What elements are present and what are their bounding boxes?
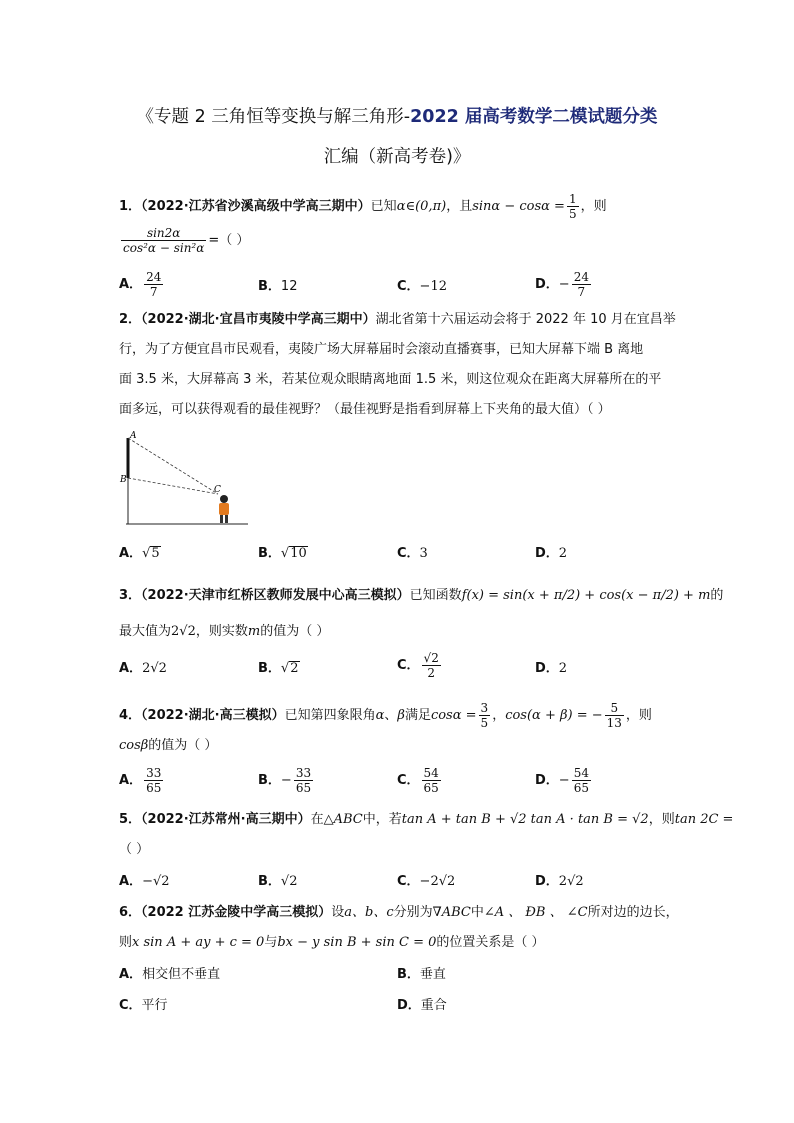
option-frac bbox=[144, 270, 163, 299]
q2-line2: 行，为了方便宜昌市民观看，夷陵广场大屏幕届时会滚动直播赛事，已知大屏幕下端 B 离地 bbox=[119, 342, 644, 357]
question-1-line1 bbox=[119, 192, 607, 221]
q1-option-c[interactable] bbox=[397, 278, 447, 296]
q5-target: tan 2C = bbox=[674, 812, 734, 827]
option-value: 相交但不垂直 bbox=[142, 967, 221, 982]
question-2-line1 bbox=[119, 311, 676, 329]
q1-option-a[interactable] bbox=[119, 270, 165, 299]
q5-line2: （ ） bbox=[119, 842, 150, 857]
option-label: A． bbox=[119, 967, 143, 982]
frac-num: 24 bbox=[146, 270, 162, 284]
option-frac bbox=[572, 270, 591, 299]
question-2-line4 bbox=[119, 401, 611, 419]
option-label: A． bbox=[119, 277, 143, 292]
frac-den: 65 bbox=[423, 781, 439, 795]
option-sqrt: √5 bbox=[142, 546, 160, 561]
option-label: C． bbox=[397, 279, 420, 294]
option-frac bbox=[572, 766, 591, 795]
q6-text-c: 中 bbox=[470, 905, 484, 920]
q3-line2-a: 最大值为 bbox=[119, 624, 172, 639]
q6-text-a: 设 bbox=[331, 905, 345, 920]
q2-option-c[interactable] bbox=[397, 545, 428, 563]
q4-cos-ab: cos(α + β) = − bbox=[505, 708, 603, 723]
option-value: 3 bbox=[419, 546, 428, 561]
q5-number: 5． bbox=[119, 812, 142, 827]
option-prefix: − bbox=[558, 773, 570, 788]
q1-expression bbox=[121, 226, 206, 255]
q3-text-b: 的 bbox=[710, 588, 724, 603]
option-label: B． bbox=[258, 279, 281, 294]
q4-sep: 、 bbox=[384, 708, 398, 723]
q4-cos-a: cosα = bbox=[430, 708, 477, 723]
q4-text-c: ， bbox=[492, 708, 506, 723]
title-prefix: 《专题 2 三角恒等变换与解三角形- bbox=[136, 107, 411, 127]
option-frac bbox=[144, 766, 163, 795]
question-1-line2 bbox=[119, 226, 249, 255]
q3-number: 3． bbox=[119, 588, 142, 603]
option-label: D． bbox=[535, 277, 559, 292]
question-5-line1 bbox=[119, 811, 733, 829]
q4-alpha: α bbox=[375, 708, 385, 723]
question-2-line3 bbox=[119, 371, 661, 389]
sqrt-value: 10 bbox=[290, 546, 307, 561]
option-value: −12 bbox=[419, 279, 447, 294]
frac-den: 2 bbox=[427, 666, 435, 680]
q1-option-d[interactable] bbox=[535, 270, 593, 299]
q1-text-c: ，则 bbox=[580, 199, 607, 214]
option-label: B． bbox=[258, 546, 281, 561]
option-label: D． bbox=[397, 998, 421, 1013]
q2-line3: 面 3.5 米，大屏幕高 3 米，若某位观众眼睛离地面 1.5 米，则这位观众在距离大屏幕所在的平 bbox=[119, 372, 662, 387]
q4-text-b: 满足 bbox=[404, 708, 431, 723]
q1-frac-num: 1 bbox=[568, 192, 577, 206]
frac-den: 65 bbox=[146, 781, 162, 795]
option-value: √2 bbox=[280, 874, 298, 889]
q3-option-b[interactable] bbox=[258, 660, 300, 678]
option-label: C． bbox=[119, 998, 142, 1013]
q5-text-a: 在 bbox=[310, 812, 324, 827]
q5-triangle: △ABC bbox=[323, 812, 363, 827]
option-label: A． bbox=[119, 874, 143, 889]
label-c: C bbox=[214, 485, 221, 495]
q1-frac bbox=[567, 192, 579, 221]
question-4-line1 bbox=[119, 701, 652, 730]
q5-option-a[interactable] bbox=[119, 873, 170, 891]
q6-source: （2022 江苏金陵中学高三模拟） bbox=[141, 905, 332, 920]
page-title-line2 bbox=[60, 146, 734, 168]
option-label: D． bbox=[535, 546, 559, 561]
q4-source: （2022·湖北·高三模拟） bbox=[141, 708, 285, 723]
q1-expr-den: cos²α − sin²α bbox=[123, 241, 205, 255]
option-label: A． bbox=[119, 773, 143, 788]
q4-line2-text: 的值为（ ） bbox=[148, 738, 218, 753]
frac-den: 7 bbox=[577, 285, 586, 299]
q5-option-b[interactable] bbox=[258, 873, 297, 891]
q4-text-d: ，则 bbox=[625, 708, 652, 723]
page-title-line1 bbox=[60, 106, 734, 128]
option-label: C． bbox=[397, 773, 420, 788]
option-label: D． bbox=[535, 661, 559, 676]
option-value: 2 bbox=[558, 661, 568, 676]
option-label: C． bbox=[397, 874, 420, 889]
option-value: 垂直 bbox=[419, 967, 446, 982]
sqrt-value: 5 bbox=[151, 546, 160, 561]
q5-equation: tan A + tan B + √2 tan A · tan B = √2 bbox=[401, 812, 649, 827]
q2-option-b[interactable] bbox=[258, 545, 308, 563]
option-prefix: − bbox=[558, 277, 570, 292]
q4-option-b[interactable] bbox=[258, 766, 315, 795]
question-6-line2 bbox=[119, 934, 545, 952]
q6-line2-b: 与 bbox=[264, 935, 278, 950]
q6-text-d: 所对边的边长， bbox=[587, 905, 679, 920]
option-value: 平行 bbox=[141, 998, 168, 1013]
question-2-line2 bbox=[119, 341, 643, 359]
q6-angles: ∠A 、 ÐB 、 ∠C bbox=[483, 905, 588, 920]
q6-eq2: bx − y sin B + sin C = 0 bbox=[277, 935, 437, 950]
option-label: C． bbox=[397, 658, 420, 673]
option-value: −2√2 bbox=[419, 874, 456, 889]
q6-option-d[interactable] bbox=[397, 997, 447, 1015]
question-3-line1 bbox=[119, 587, 723, 605]
q5-option-c[interactable] bbox=[397, 873, 455, 891]
q5-source: （2022·江苏常州·高三期中） bbox=[141, 812, 311, 827]
q6-option-a[interactable] bbox=[119, 966, 220, 984]
q5-text-b: 中，若 bbox=[362, 812, 402, 827]
option-value: 2√2 bbox=[558, 874, 584, 889]
frac-den: 7 bbox=[149, 285, 158, 299]
option-label: D． bbox=[535, 773, 559, 788]
question-6-line1 bbox=[119, 904, 679, 922]
frac-num: 54 bbox=[573, 766, 589, 780]
option-label: A． bbox=[119, 546, 143, 561]
option-value: 重合 bbox=[420, 998, 447, 1013]
question-4-line2 bbox=[119, 737, 217, 755]
q3-source: （2022·天津市红桥区教师发展中心高三模拟） bbox=[141, 588, 410, 603]
option-sqrt: √10 bbox=[280, 546, 307, 561]
frac-num: 3 bbox=[480, 701, 489, 715]
q4-option-d[interactable] bbox=[535, 766, 593, 795]
q4-option-c[interactable] bbox=[397, 766, 443, 795]
frac-num: √2 bbox=[423, 651, 439, 665]
q4-option-a[interactable] bbox=[119, 766, 165, 795]
q2-figure bbox=[118, 428, 250, 530]
q4-frac-a bbox=[479, 701, 491, 730]
q4-cos-beta: cosβ bbox=[119, 738, 149, 753]
option-prefix: − bbox=[280, 773, 292, 788]
q6-option-c[interactable] bbox=[119, 997, 168, 1015]
q2-line1: 湖北省第十六届运动会将于 2022 年 10 月在宜昌举 bbox=[375, 312, 676, 327]
question-5-line2 bbox=[119, 841, 149, 859]
option-label: B． bbox=[397, 967, 420, 982]
option-label: B． bbox=[258, 874, 281, 889]
option-value: 2√2 bbox=[142, 661, 167, 676]
q1-math-b: sinα − cosα = bbox=[472, 199, 565, 214]
label-a: A bbox=[130, 431, 137, 441]
option-label: B． bbox=[258, 661, 281, 676]
frac-den: 65 bbox=[295, 781, 312, 795]
q3-option-a[interactable] bbox=[119, 660, 167, 678]
q4-frac-ab bbox=[605, 701, 624, 730]
q1-text-a: 已知 bbox=[370, 199, 397, 214]
title-bold: 2022 届高考数学二模试题分类 bbox=[410, 107, 658, 127]
q3-var: m bbox=[247, 624, 261, 639]
option-value: 12 bbox=[280, 279, 298, 294]
frac-num: 33 bbox=[295, 766, 312, 780]
option-sqrt: √2 bbox=[280, 661, 299, 676]
q6-eq1: x sin A + ay + c = 0 bbox=[132, 935, 265, 950]
frac-num: 33 bbox=[146, 766, 162, 780]
q3-function: f(x) = sin(x + π/2) + cos(x − π/2) + m bbox=[461, 588, 711, 603]
q4-number: 4． bbox=[119, 708, 142, 723]
frac-den: 5 bbox=[480, 716, 489, 730]
person-icon bbox=[219, 495, 229, 523]
q2-source: （2022·湖北·宜昌市夷陵中学高三期中） bbox=[141, 312, 376, 327]
frac-den: 65 bbox=[573, 781, 589, 795]
frac-num: 54 bbox=[423, 766, 439, 780]
title-line2: 汇编（新高考卷)》 bbox=[323, 147, 471, 167]
q3-line2-b: ，则实数 bbox=[195, 624, 248, 639]
option-label: D． bbox=[535, 874, 559, 889]
option-label: A． bbox=[119, 661, 143, 676]
q1-expr-num: sin2α bbox=[121, 226, 206, 241]
q6-line2-c: 的位置关系是（ ） bbox=[436, 935, 545, 950]
q3-option-d[interactable] bbox=[535, 660, 567, 678]
q3-line2-c: 的值为（ ） bbox=[260, 624, 330, 639]
q1-source: （2022·江苏省沙溪高级中学高三期中） bbox=[141, 199, 371, 214]
option-label: B． bbox=[258, 773, 281, 788]
q6-triangle: ∇ABC bbox=[432, 905, 471, 920]
q1-option-b[interactable] bbox=[258, 278, 297, 296]
q3-max-value: 2√2 bbox=[171, 624, 196, 639]
q3-option-c[interactable] bbox=[397, 651, 443, 680]
q1-number: 1． bbox=[119, 199, 142, 214]
option-frac bbox=[422, 766, 441, 795]
q6-option-b[interactable] bbox=[397, 966, 446, 984]
option-value: −√2 bbox=[142, 874, 170, 889]
q6-vars: a、b、c bbox=[344, 905, 394, 920]
q1-tail: =（ ） bbox=[208, 233, 250, 248]
sqrt-value: 2 bbox=[290, 661, 299, 676]
q5-text-c: ，则 bbox=[648, 812, 675, 827]
q4-text-a: 已知第四象限角 bbox=[284, 708, 376, 723]
q2-option-a[interactable] bbox=[119, 545, 161, 563]
option-value: 2 bbox=[558, 546, 568, 561]
q1-frac-den: 5 bbox=[568, 207, 577, 221]
q1-text-b: ，且 bbox=[446, 199, 473, 214]
q1-math-a: α∈(0,π) bbox=[396, 199, 447, 214]
frac-den: 13 bbox=[606, 716, 622, 730]
option-frac bbox=[294, 766, 313, 795]
q3-text-a: 已知函数 bbox=[409, 588, 462, 603]
frac-num: 24 bbox=[573, 270, 589, 284]
q2-option-d[interactable] bbox=[535, 545, 567, 563]
q4-beta: β bbox=[397, 708, 405, 723]
q5-option-d[interactable] bbox=[535, 873, 584, 891]
q2-number: 2． bbox=[119, 312, 142, 327]
q6-text-b: 分别为 bbox=[393, 905, 433, 920]
option-frac bbox=[422, 651, 441, 680]
option-label: C． bbox=[397, 546, 420, 561]
q6-line2-a: 则 bbox=[119, 935, 133, 950]
q2-line4: 面多远，可以获得观看的最佳视野？（最佳视野是指看到屏幕上下夹角的最大值）（ ） bbox=[119, 402, 611, 417]
frac-num: 5 bbox=[605, 701, 624, 716]
label-b: B bbox=[120, 475, 127, 485]
q6-number: 6． bbox=[119, 905, 142, 920]
question-3-line2 bbox=[119, 623, 329, 641]
